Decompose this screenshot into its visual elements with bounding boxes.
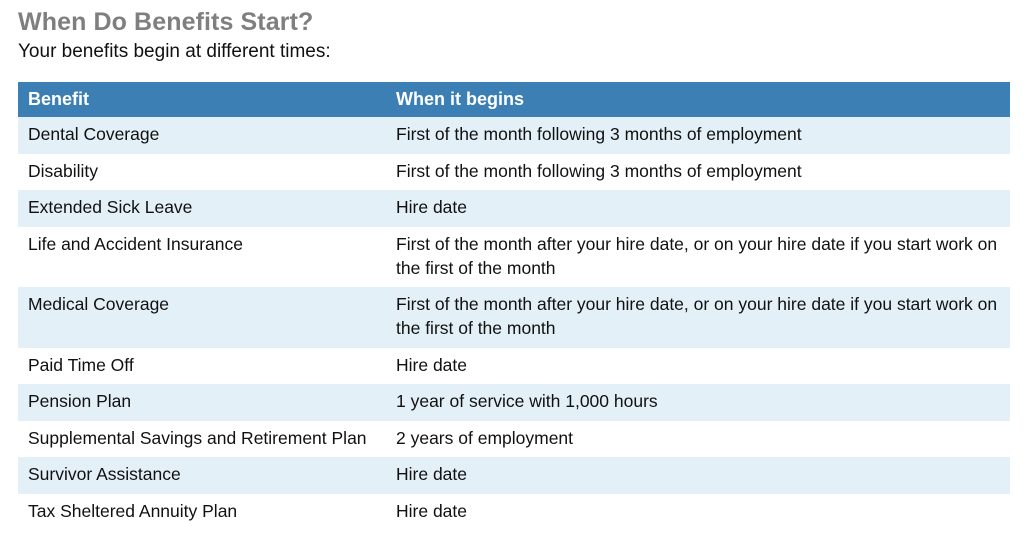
table-header-row — [18, 82, 1010, 118]
cell-when: Hire date — [386, 457, 1010, 494]
cell-benefit: Medical Coverage — [18, 287, 386, 347]
cell-when: 1 year of service with 1,000 hours — [386, 384, 1010, 421]
cell-benefit: Disability — [18, 154, 386, 191]
table-row — [18, 421, 1010, 458]
cell-when: Hire date — [386, 494, 1010, 531]
column-header-when-it-begins: When it begins — [386, 82, 1010, 118]
table-row — [18, 117, 1010, 154]
table-row — [18, 190, 1010, 227]
benefits-table — [18, 82, 1010, 531]
table-row — [18, 384, 1010, 421]
cell-benefit: Extended Sick Leave — [18, 190, 386, 227]
cell-when: First of the month following 3 months of employment — [386, 117, 1010, 154]
cell-when: Hire date — [386, 348, 1010, 385]
cell-when: First of the month after your hire date, or on your hire date if you start work on the first of the month — [386, 227, 1010, 287]
table-row — [18, 348, 1010, 385]
table-row — [18, 457, 1010, 494]
cell-when: Hire date — [386, 190, 1010, 227]
table-header — [18, 82, 1010, 118]
column-header-benefit: Benefit — [18, 82, 386, 118]
cell-benefit: Supplemental Savings and Retirement Plan — [18, 421, 386, 458]
cell-when: First of the month following 3 months of employment — [386, 154, 1010, 191]
cell-benefit: Pension Plan — [18, 384, 386, 421]
table-row — [18, 494, 1010, 531]
table-body — [18, 117, 1010, 531]
cell-benefit: Life and Accident Insurance — [18, 227, 386, 287]
table-row — [18, 287, 1010, 347]
cell-benefit: Dental Coverage — [18, 117, 386, 154]
cell-when: First of the month after your hire date, or on your hire date if you start work on the first of the month — [386, 287, 1010, 347]
cell-benefit: Paid Time Off — [18, 348, 386, 385]
cell-benefit: Tax Sheltered Annuity Plan — [18, 494, 386, 531]
table-row — [18, 154, 1010, 191]
page-title: When Do Benefits Start? — [18, 8, 314, 36]
page-subtitle: Your benefits begin at different times: — [18, 40, 331, 62]
cell-when: 2 years of employment — [386, 421, 1010, 458]
table-row — [18, 227, 1010, 287]
cell-benefit: Survivor Assistance — [18, 457, 386, 494]
